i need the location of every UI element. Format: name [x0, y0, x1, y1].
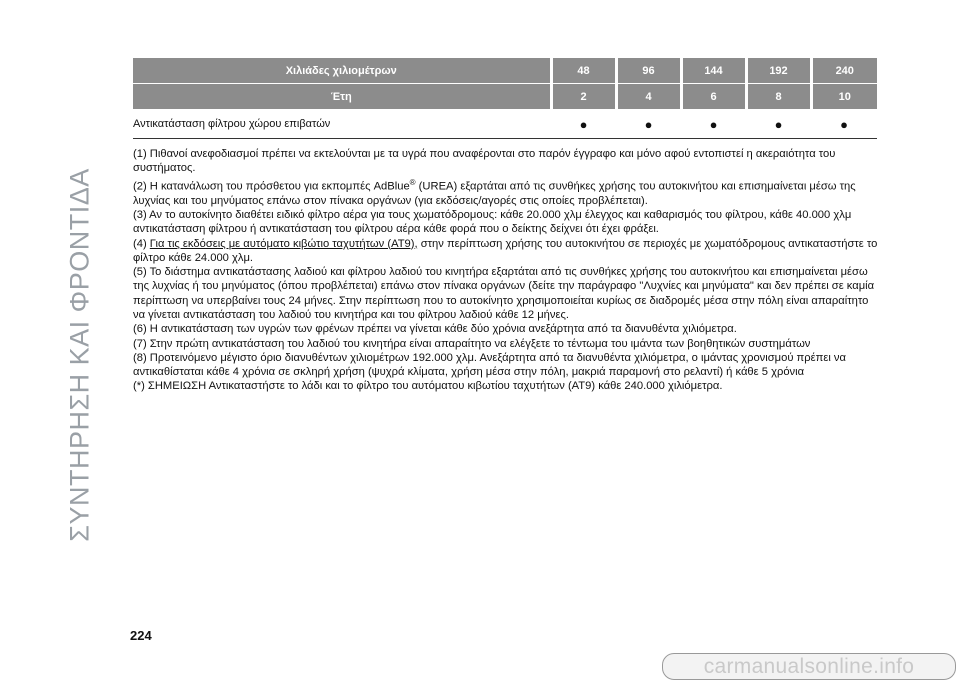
page-number: 224 [130, 628, 152, 643]
years-value-6: 6 [681, 84, 746, 110]
service-mark: ● [681, 110, 746, 139]
registered-mark: ® [409, 177, 416, 187]
note-5: (5) Το διάστημα αντικατάστασης λαδιού και φίλτρου λαδιού του κινητήρα εξαρτάται από τις συνθήκες χρήσης του αυτοκινήτου και επισημαίνεται μέσω της λυχνίας ή του μηνύματος (όπου προβλέπεται) επάνω στον πίνακα οργάνων (δείτε την παράγραφο "Λυχνίες και μηνύματα" και δεν πρέπει σε καμία περίπτωση να υπερβαίνει τους 24 μήνες. Στην περίπτωση που το αυτοκίνητο χρησιμοποιείται κυρίως σε διαδρομές μέσα στην πόλη είναι απαραίτητο να γίνεται αντικατάσταση του λαδιού του κινητήρα και του φίλτρου λαδιού κάθε 12 μήνες. [133, 266, 875, 321]
service-mark: ● [551, 110, 616, 139]
service-mark: ● [616, 110, 681, 139]
watermark-text: carmanualsonline.info [703, 655, 915, 678]
km-value-48: 48 [551, 58, 616, 84]
note-7: (7) Στην πρώτη αντικατάσταση του λαδιού του κινητήρα είναι απαραίτητο να ελέγξετε το τέντωμα του ιμάντα των βοηθητικών συστημάτων [133, 337, 811, 350]
years-value-8: 8 [746, 84, 811, 110]
km-value-144: 144 [681, 58, 746, 84]
note-1: (1) Πιθανοί ανεφοδιασμοί πρέπει να εκτελούνται με τα υγρά που αναφέρονται στο παρόν έγγραφο και μόνο αφού εντοπιστεί η ακεραιότητα του συστήματος. [133, 148, 836, 175]
years-header-label: Έτη [133, 84, 551, 110]
note-3: (3) Αν το αυτοκίνητο διαθέτει ειδικό φίλτρο αέρα για τους χωματόδρομους: κάθε 20.000 χλμ έλεγχος και καθαρισμός του φίλτρου, κάθε 40.000 χλμ αντικατάσταση φίλτρου ή αντικατάσταση του φίλτρου αέρα κάθε φορά που ο δείκτης δείχνει ότι έχει φράξει. [133, 208, 852, 236]
note-4 [133, 237, 881, 266]
note-8: (8) Προτεινόμενο μέγιστο όριο διανυθέντων χιλιομέτρων 192.000 χλμ. Ανεξάρτητα από τα διανυθέντα χιλιόμετρα, ο ιμάντας χρονισμού πρέπει να αντικαθίσταται κάθε 4 χρόνια σε σκληρή χρήση (ψυχρά κλίματα, χρήση μέσα στην πόλη, μακριά παραμονή στο ρελαντί) ή κάθε 5 χρόνια [133, 351, 846, 379]
note-4-text: στην περίπτωση χρήσης του αυτοκινήτου σε περιοχές με χωματόδρομους αντικαταστήστε το φίλτρο κάθε 24.000 χλμ. [133, 237, 878, 264]
note-6: (6) Η αντικατάσταση των υγρών των φρένων πρέπει να γίνεται κάθε δύο χρόνια ανεξάρτητα από τα διανυθέντα χιλιόμετρα. [133, 323, 737, 336]
note-4-link[interactable]: Για τις εκδόσεις με αυτόματο κιβώτιο ταχυτήτων (AT9), [149, 237, 418, 250]
note-2-text-b: (UREA) εξαρτάται από τις συνθήκες χρήσης του αυτοκινήτου και επισημαίνεται μέσω της λυχνίας και του μηνύματος επάνω στον πίνακα οργάνων (για εκδόσεις/αγορές στις οποίες προβλέπεται). [133, 180, 856, 207]
years-header-row [133, 84, 877, 110]
maintenance-table [133, 58, 877, 139]
service-mark: ● [811, 110, 877, 139]
km-value-240: 240 [811, 58, 877, 84]
km-value-96: 96 [616, 58, 681, 84]
table-row [133, 110, 877, 139]
watermark-badge [662, 653, 956, 680]
service-mark: ● [746, 110, 811, 139]
section-side-title-text: ΣΥΝΤΗΡΗΣΗ ΚΑΙ ΦΡΟΝΤΙΔΑ [64, 168, 95, 542]
years-value-10: 10 [811, 84, 877, 110]
km-header-label: Χιλιάδες χιλιομέτρων [133, 58, 551, 84]
years-value-2: 2 [551, 84, 616, 110]
footnotes [133, 147, 881, 394]
years-value-4: 4 [616, 84, 681, 110]
note-star: (*) ΣΗΜΕΙΩΣΗ Αντικαταστήστε το λάδι και το φίλτρο του αυτόματου κιβωτίου ταχυτήτων (AT9) κάθε 240.000 χιλιόμετρα. [133, 380, 723, 393]
km-value-192: 192 [746, 58, 811, 84]
note-4-prefix: (4) [133, 237, 150, 250]
cabin-filter-label: Αντικατάσταση φίλτρου χώρου επιβατών [133, 110, 551, 139]
km-header-row [133, 58, 877, 84]
note-2 [133, 176, 881, 208]
note-2-text-a: (2) Η κατανάλωση του πρόσθετου για εκπομπές AdBlue [133, 180, 410, 193]
